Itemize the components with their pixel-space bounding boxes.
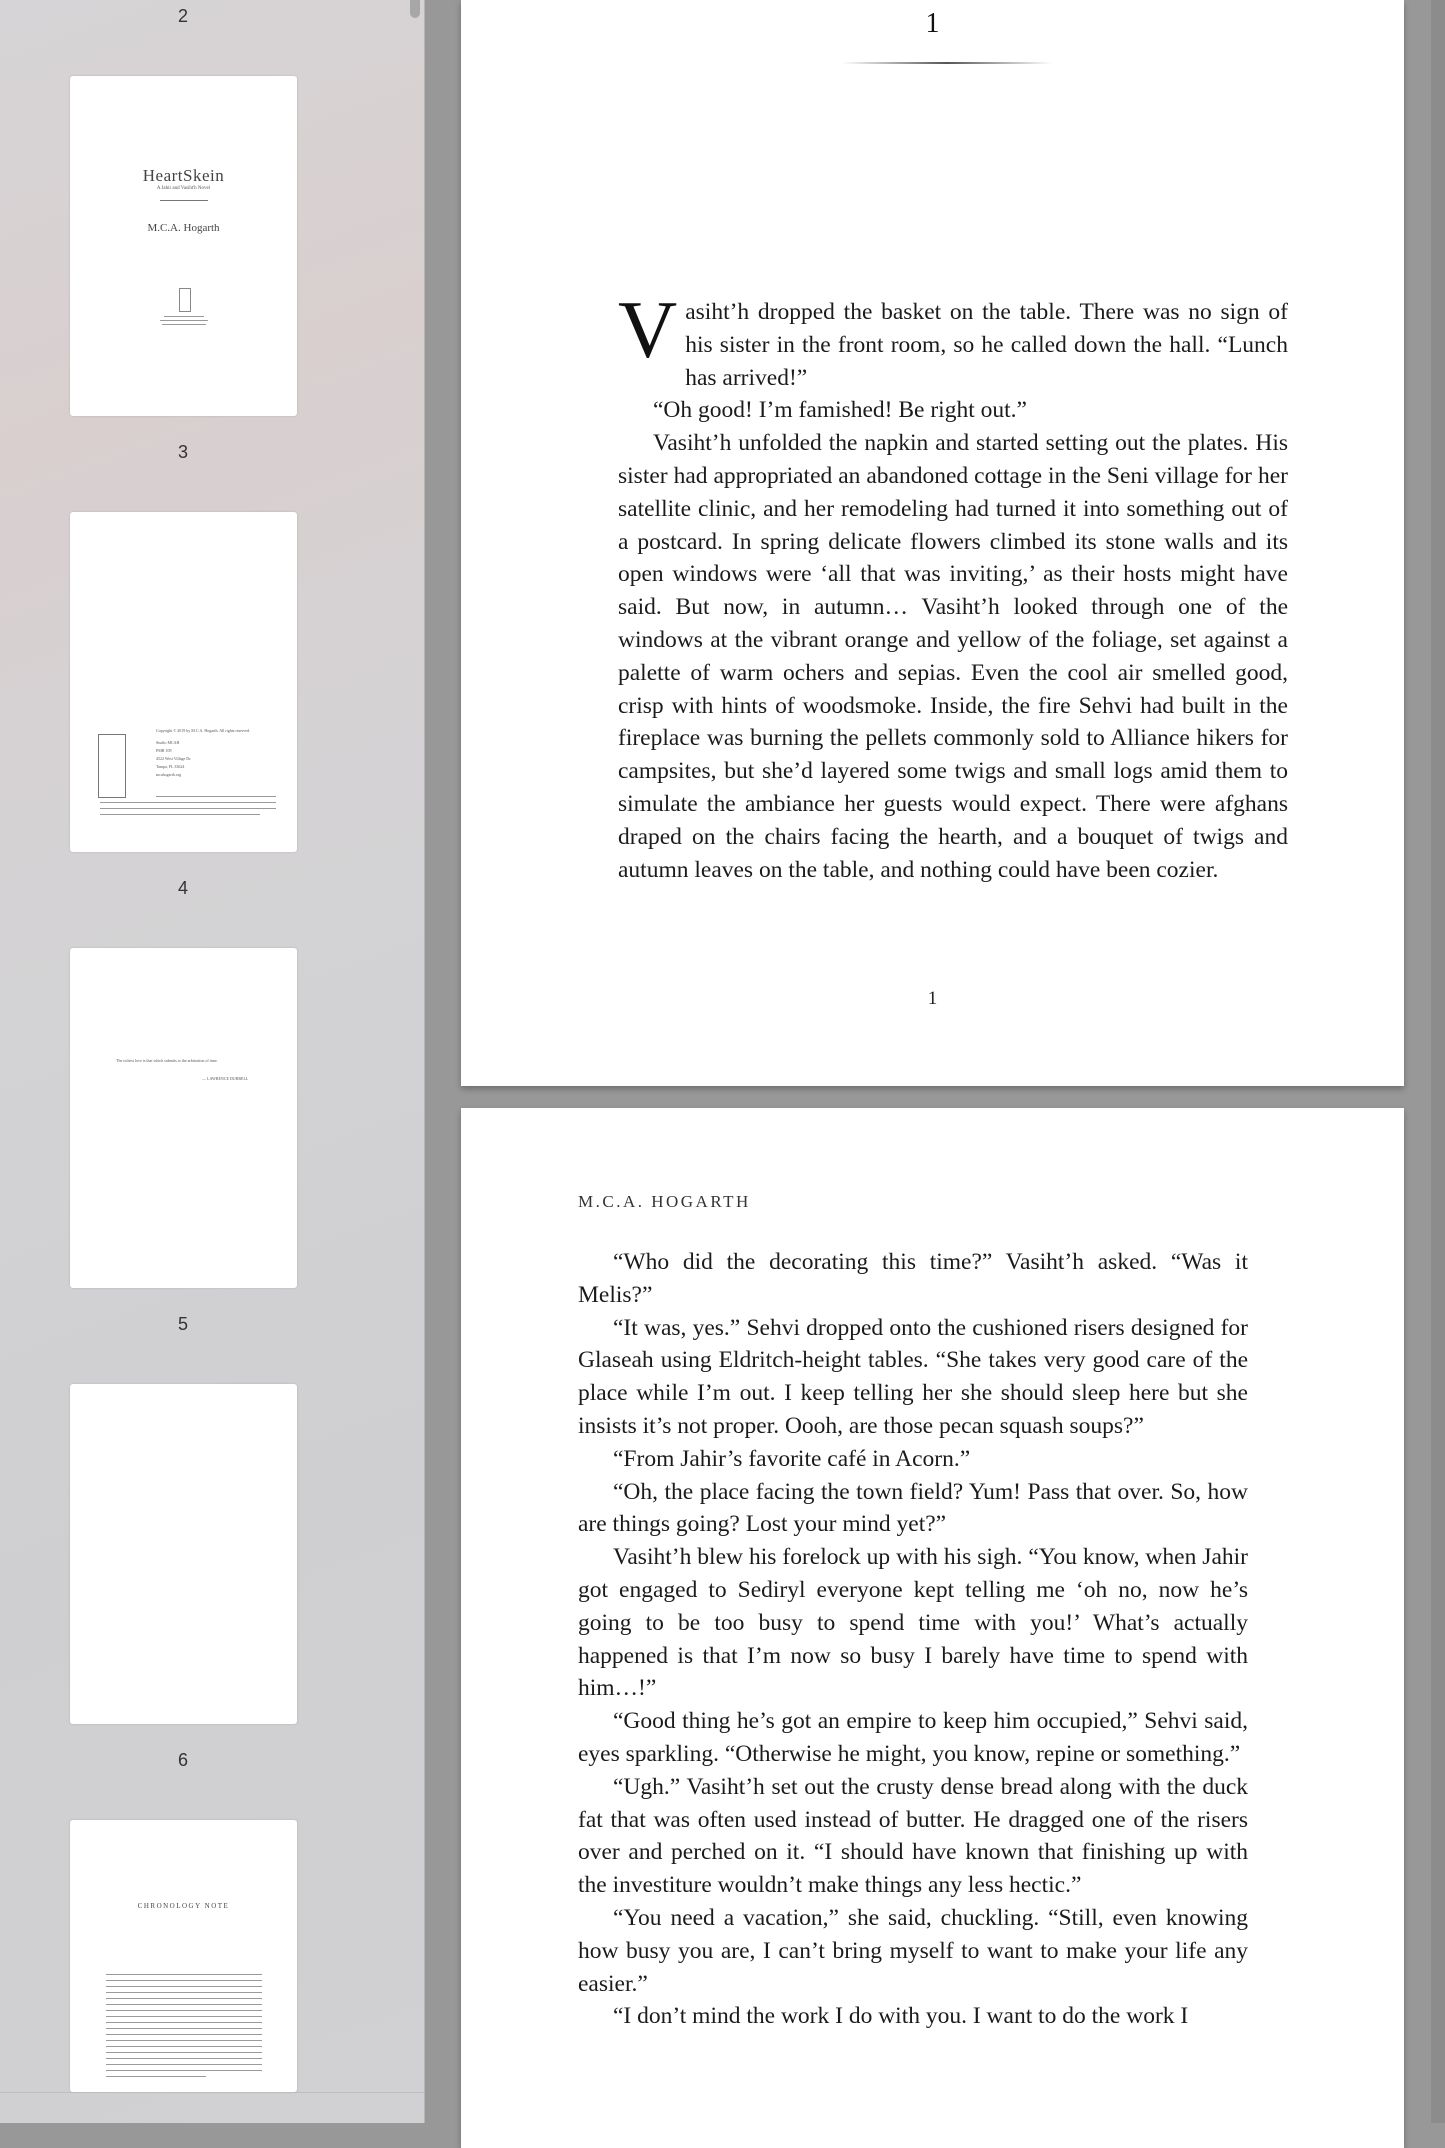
thumbnail-page-5[interactable] bbox=[70, 1384, 297, 1724]
document-page-1 bbox=[461, 0, 1404, 1086]
thumbnail-label-4: 4 bbox=[177, 878, 188, 898]
document-page-2 bbox=[461, 1108, 1404, 2148]
thumbnail-sidebar[interactable] bbox=[0, 0, 425, 2123]
paragraph: “I don’t mind the work I do with you. I want to do the work I bbox=[613, 2003, 1189, 2030]
paragraph: Vasiht’h dropped the basket on the table. There was no sign of his sister in the front room, so he called down the hall. “Lunch has arrived!” bbox=[618, 284, 1288, 391]
thumb-copyright-line: Tampa, FL 33624 bbox=[156, 764, 185, 769]
thumbnail-page-3[interactable] bbox=[70, 512, 297, 852]
page-number: 1 bbox=[927, 988, 938, 1009]
chapter-ornament bbox=[842, 62, 1052, 64]
thumbnail-label-6: 6 bbox=[177, 1750, 188, 1770]
paragraph: “Oh, the place facing the town field? Yum! Pass that over. So, how are things going? Lost your mind yet?” bbox=[578, 1478, 1248, 1538]
paragraph: Vasiht’h unfolded the napkin and started setting out the plates. His sister had appropriated an abandoned cottage in the Seni village for her satellite clinic, and her remodeling had turned it into something out of a postcard. In spring delicate flowers climbed its stone walls and its open windows were ‘all that was inviting,’ as their hosts might have said. But now, in autumn… Vasiht’h looked through one of the windows at the vibrant orange and yellow of the foliage, set against a palette of warm ochers and sepias. Even the cool air smelled good, crisp with hints of woodsmoke. Inside, the fire Sehvi had built in the fireplace was burning the pellets commonly sold to Alliance hikers for campsites, but she’d layered some twigs and small logs amid them to simulate the ambiance her guests would expect. There were afghans draped on the chairs facing the hearth, and a bouquet of twigs and autumn leaves on the table, and nothing could have been cozier. bbox=[618, 430, 1288, 883]
thumb-copyright-line: PMB 109 bbox=[156, 748, 172, 753]
paragraph: “Oh good! I’m famished! Be right out.” bbox=[653, 397, 1027, 424]
thumbnail-page-6[interactable] bbox=[70, 1820, 297, 2092]
paragraph: “Good thing he’s got an empire to keep him occupied,” Sehvi said, eyes sparkling. “Otherwise he might, you know, repine or something.” bbox=[578, 1708, 1248, 1767]
thumbnail-label-5: 5 bbox=[177, 1314, 188, 1334]
paragraph: “Who did the decorating this time?” Vasiht’h asked. “Was it Melis?” bbox=[578, 1249, 1248, 1308]
thumb-copyright-line: mcahogarth.org bbox=[156, 772, 182, 777]
page-2-body bbox=[578, 1246, 1248, 2033]
viewer-scrollbar[interactable] bbox=[1431, 0, 1445, 2123]
thumb-title: HeartSkein bbox=[142, 166, 225, 185]
drop-cap: V bbox=[618, 284, 678, 375]
paragraph: “From Jahir’s favorite café in Acorn.” bbox=[613, 1445, 971, 1472]
thumbnail-label-2: 2 bbox=[177, 6, 188, 26]
page-1-body bbox=[618, 284, 1288, 886]
thumb-subtitle: A Jahir and Vasiht'h Novel bbox=[156, 186, 211, 191]
thumb-chronology-heading: CHRONOLOGY NOTE bbox=[137, 1902, 230, 1910]
publisher-logo bbox=[98, 734, 126, 798]
thumb-epigraph: The richest love is that which submits to the arbitration of time. bbox=[116, 1058, 218, 1063]
publisher-logo bbox=[179, 288, 191, 312]
thumb-copyright-line: Copyright © 2019 by M.C.A. Hogarth. All rights reserved. bbox=[156, 728, 251, 733]
thumb-copyright-line: Studio MCAH bbox=[156, 740, 180, 745]
paragraph: “Ugh.” Vasiht’h set out the crusty dense bread along with the duck fat that was often used instead of butter. He dragged one of the risers over and perched on it. “I should have known that finishing up with the investiture wouldn’t make things any less hectic.” bbox=[578, 1773, 1248, 1899]
paragraph: Vasiht’h blew his forelock up with his sigh. “You know, when Jahir got engaged to Sediryl everyone kept telling me ‘oh no, now he’s going to be too busy to spend time with you!’ What’s actually happened is that I’m now so busy I barely have time to spend with him…!” bbox=[578, 1544, 1248, 1702]
thumbnail-page-2[interactable] bbox=[70, 76, 297, 416]
thumb-author: M.C.A. Hogarth bbox=[147, 222, 220, 234]
paragraph: “It was, yes.” Sehvi dropped onto the cushioned risers designed for Glaseah using Eldritch-height tables. “She takes very good care of the place while I’m out. I keep telling her she should sleep here but she insists it’s not proper. Oooh, are those pecan squash soups?” bbox=[578, 1314, 1248, 1439]
thumb-copyright-line: 4522 West Village Dr. bbox=[156, 756, 192, 761]
paragraph: “You need a vacation,” she said, chuckling. “Still, even knowing how busy you are, I can’t bring myself to want to make your life any easier.” bbox=[578, 1904, 1248, 1997]
thumbnail-page-4[interactable] bbox=[70, 948, 297, 1288]
chapter-number: 1 bbox=[925, 8, 940, 39]
running-header: M.C.A. HOGARTH bbox=[578, 1192, 751, 1211]
thumb-epigraph-attribution: — LAWRENCE DURRELL bbox=[202, 1076, 249, 1081]
thumbnail-label-3: 3 bbox=[177, 442, 188, 462]
sidebar-scrollbar[interactable] bbox=[410, 0, 420, 18]
